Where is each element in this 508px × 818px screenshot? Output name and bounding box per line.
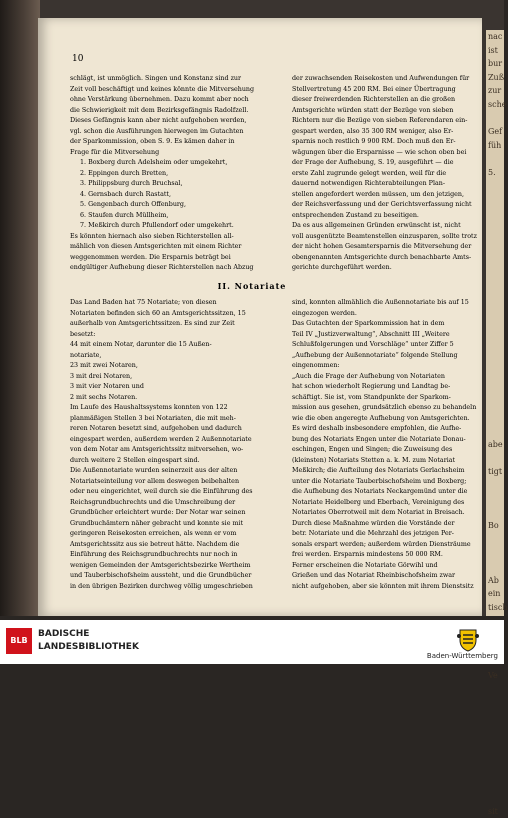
state-name: Baden-Württemberg: [426, 652, 498, 660]
next-page-fragment: [486, 778, 504, 792]
text-line: gerichte durchgeführt werden.: [292, 264, 392, 271]
next-page-fragment: abe: [488, 439, 503, 449]
next-page-fragment: [486, 302, 504, 316]
text-line: Durch diese Maßnahme würden die Vorstände der: [292, 519, 455, 527]
next-page-fragment: sit: [488, 806, 498, 816]
text-line: gespart werden, also 35 300 RM weniger, also Er-: [292, 127, 454, 135]
text-line: Grundbücher erleichtert wurde: Der Notar war seinen: [70, 509, 246, 516]
text-line: der Sparkommission, oben S. 9. Es kämen daher in: [70, 138, 235, 145]
text-line: mission aus gesehen, grundsätzlich ebenso zu behandeln: [292, 404, 477, 411]
text-line: obengenannten Amtsgerichte durch benachbarte Amts-: [292, 253, 472, 261]
page-number: 10: [72, 54, 84, 64]
book-binding: [0, 0, 40, 616]
text-line: „Auch die Frage der Aufhebung von Notariaten: [292, 372, 445, 380]
next-page-fragment: nac: [488, 32, 503, 41]
list-item: 4. Gernsbach durch Rastatt,: [80, 190, 172, 198]
list-item: 1. Boxberg durch Adelsheim oder umgekehrt,: [80, 159, 228, 166]
next-page-fragment: [486, 383, 504, 397]
bottom-right-column: [292, 298, 476, 592]
list-item: 3. Philippsburg durch Bruchsal,: [80, 180, 183, 187]
text-line: weggenommen werden. Die Ersparnis beträgt bei: [70, 253, 231, 261]
next-page-fragment: [486, 492, 504, 506]
next-page-fragment: ist: [488, 45, 498, 55]
text-line: sparnis noch restlich 9 900 RM. Doch muß den Er-: [292, 138, 456, 145]
next-page-fragment: [486, 451, 504, 465]
text-line: betr. Notariate und die Mehrzahl des jetzigen Per-: [292, 530, 454, 537]
text-line: (kleinsten) Notariats Stetten a. k. M. zum Notariat: [292, 456, 456, 464]
text-line: sonals erspart werden; außerdem würden Diensträume: [292, 540, 471, 548]
text-line: außerhalb von Amtsgerichtssitzen. Es sind zur Zeit: [70, 320, 235, 327]
text-line: eingezogen werden.: [292, 309, 357, 317]
text-line: hat schon wiederholt Regierung und Landtag be-: [292, 383, 451, 390]
text-line: Notariate Heidelberg und Eberbach, Vereinigung des: [292, 498, 465, 506]
text-line: Notariates Oberrotweil mit dem Notariat in Breisach.: [292, 509, 465, 516]
text-line: die Schwierigkeit mit dem Bezirksgefängnis Radolfzell.: [70, 106, 249, 114]
next-page-fragment: Ab: [488, 575, 499, 585]
text-line: wägungen über die Ersparnisse — wie schon oben bei: [292, 148, 467, 156]
text-line: sind, konnten allmählich die Außennotariate bis auf 15: [292, 299, 469, 306]
text-line: Notariatseinteilung vor allem deswegen beibehalten: [70, 477, 240, 485]
text-line: reren Notaren besetzt sind, aufgehoben und dadurch: [70, 425, 242, 432]
list-item: 7. Meßkirch durch Pfullendorf oder umgekehrt.: [80, 222, 234, 229]
next-page-fragment: sche: [488, 99, 507, 109]
next-page-fragment: [486, 533, 504, 547]
text-line: erste Zahl zugrunde gelegt werden, weil für die: [292, 169, 447, 177]
text-line: ohne Verstärkung übernehmen. Dazu kommt aber noch: [70, 96, 249, 103]
text-line: 3 mit drei Notaren,: [70, 372, 133, 380]
bottom-left-column: [70, 298, 276, 592]
text-line: die Aufhebung des Notariats Neckargemünd unter die: [292, 488, 468, 495]
text-line: der Reichsverfassung und der Gerichtsverfassung nicht: [292, 201, 472, 208]
text-line: Teil IV „Justizverwaltung“, Abschnitt III „Weitere: [292, 330, 450, 338]
next-page-fragment: [486, 261, 504, 275]
text-line: geringeren Reisekosten erreichen, als wenn er vom: [70, 530, 237, 537]
next-page-fragment: [486, 479, 504, 493]
text-line: schäftigt. Sie ist, vom Standpunkte der Sparkom-: [292, 393, 451, 401]
text-line: der Frage der Aufhebung, S. 19, ausgeführt — die: [292, 159, 454, 166]
text-line: und Tauberbischofsheim aussteht, und die Grundbücher: [70, 572, 252, 579]
text-line: der nicht hohen Gesamtersparnis die Mitversehung der: [292, 243, 472, 250]
text-line: Schlußfolgerungen und Vorschläge“ unter Ziffer 5: [292, 341, 454, 348]
next-page-fragment: tisch: [488, 602, 508, 612]
text-line: wenigen Gemeinden der Amtsgerichtsbezirke Wertheim: [70, 561, 251, 569]
text-line: entsprechenden Zustand zu beseitigen.: [292, 211, 419, 219]
library-name-line2: LANDESBIBLIOTHEK: [38, 642, 139, 652]
next-page-fragment: [486, 737, 504, 751]
text-line: planmäßigen Stellen 3 bei Notariaten, die mit meh-: [70, 414, 236, 422]
text-line: mählich von diesen Amtsgerichten mit einem Richter: [70, 243, 242, 250]
text-line: Reichsgrundbuchrechts und die Umschreibung der: [70, 498, 236, 506]
text-line: 2 mit sechs Notaren.: [70, 393, 138, 401]
next-page-fragment: tigt: [488, 467, 503, 476]
next-page-fragment: 5.: [488, 167, 496, 177]
next-page-fragment: [486, 370, 504, 384]
text-line: Meßkirch; die Aufteilung des Notariats Gerlachsheim: [292, 467, 465, 474]
text-line: schlägt, ist unmöglich. Singen und Konstanz sind zur: [70, 75, 242, 82]
next-page-fragment: [486, 315, 504, 329]
text-line: bung des Notariats Engen unter die Notariate Donau-: [292, 435, 466, 443]
list-item: 2. Eppingen durch Bretten,: [80, 169, 169, 177]
text-line: Frage für die Mitversehung: [70, 148, 160, 156]
text-line: Grundbuchämtern näher gebracht und konnte sie mit: [70, 519, 244, 527]
footer-bar: [0, 620, 504, 664]
coat-of-arms-icon: [456, 626, 480, 652]
courts-list: [70, 158, 276, 232]
next-page-fragment: [486, 220, 504, 234]
text-line: Da es aus allgemeinen Gründen erwünscht ist, nicht: [292, 222, 461, 229]
top-left-column: [70, 74, 276, 274]
text-line: Dieses Gefängnis kann aber nicht aufgehoben werden,: [70, 117, 247, 124]
next-page-fragment: [486, 710, 504, 724]
blb-logo: BLB: [6, 628, 32, 654]
next-page-fragment: Gef: [488, 127, 503, 137]
text-line: oder neu eingerichtet, weil durch sie die Einführung des: [70, 488, 253, 495]
next-page-fragment: [486, 248, 504, 262]
text-line: notariate,: [70, 351, 102, 359]
text-line: stellen angefordert werden müssen, um den jetzigen,: [292, 190, 464, 198]
top-right-column: [292, 74, 476, 274]
next-page-fragment: [486, 112, 504, 126]
text-line: unter die Notariate Tauberbischofsheim und Boxberg;: [292, 477, 467, 485]
text-line: vgl. schon die Ausführungen hierwegen im Gutachten: [70, 127, 244, 135]
next-page-fragment: zur: [488, 86, 502, 96]
next-page-fragment: [486, 356, 504, 370]
next-page-fragment: [486, 791, 504, 805]
next-page-fragment: [486, 343, 504, 357]
library-name-line1: BADISCHE: [38, 629, 90, 639]
text-line: der zuwachsenden Reisekosten und Aufwendungen für: [292, 75, 470, 82]
text-line: besetzt:: [70, 330, 96, 338]
next-page-fragment: [486, 683, 504, 697]
next-page-fragment: [486, 424, 504, 438]
text-line: eingespart werden, außerdem werden 2 Außennotariate: [70, 435, 252, 443]
text-line: Grießen und das Notariat Rheinbischofsheim zwar: [292, 572, 456, 579]
next-page-fragment: [486, 397, 504, 411]
text-line: nicht aufgehoben, aber sie könnten mit ihrem Dienstsitz: [292, 582, 474, 590]
text-line: Das Gutachten der Sparkommission hat in dem: [292, 320, 445, 327]
next-page-edge: [486, 30, 508, 816]
text-line: dauernd notwendigen Richterabteilungen Plan-: [292, 180, 445, 187]
text-line: von dem Notar am Amtsgerichtssitz mitversehen, wo-: [70, 446, 244, 453]
next-page-fragment: [486, 234, 504, 248]
text-line: Amtsgerichte würden statt der Bezüge von sieben: [292, 106, 454, 114]
next-page-fragment: Bo: [488, 521, 499, 531]
next-page-fragment: [486, 207, 504, 221]
text-line: frei werden. Ersparnis mindestens 50 000 RM.: [292, 551, 443, 558]
text-line: 3 mit vier Notaren und: [70, 383, 144, 390]
text-line: Zeit voll beschäftigt und keines könnte die Mitversehung: [70, 85, 255, 93]
text-line: Ferner erscheinen die Notariate Görwihl und: [292, 561, 438, 569]
section-heading: II. Notariate: [217, 281, 287, 291]
next-page-fragment: Ve: [488, 670, 498, 680]
next-page-fragment: bur: [488, 59, 503, 69]
library-name: [38, 628, 139, 654]
text-line: 23 mit zwei Notaren,: [70, 362, 138, 369]
text-line: Es könnten hiernach also sieben Richterstellen all-: [70, 232, 234, 240]
next-page-fragment: [486, 723, 504, 737]
text-line: Amtsgerichtssitz aus sie betreut hätte. Nachdem die: [70, 540, 240, 548]
text-line: Das Land Baden hat 75 Notariate; von diesen: [70, 299, 217, 306]
next-page-fragment: Zuß: [488, 72, 505, 82]
text-line: Es wird deshalb insbesondere empfohlen, die Aufhe-: [292, 425, 462, 432]
text-line: dieser freiwerdenden Richterstellen an die großen: [292, 96, 456, 103]
next-page-fragment: füh: [488, 140, 502, 150]
next-page-fragment: [486, 180, 504, 194]
text-line: durch weitere 2 Stellen eingespart sind.: [70, 456, 200, 464]
next-page-fragment: ein: [488, 589, 501, 599]
text-line: Einführung des Reichsgrundbuchrechts nur noch in: [70, 551, 238, 558]
text-line: Richtern nur die Bezüge von sieben Referendaren ein-: [292, 117, 468, 124]
text-line: eingenommen:: [292, 362, 340, 369]
next-page-fragment: [486, 329, 504, 343]
text-line: Im Laufe des Haushaltssystems konnten von 122: [70, 404, 228, 411]
next-page-fragment: [486, 696, 504, 710]
next-page-fragment: [486, 547, 504, 561]
text-line: endgültiger Aufhebung dieser Richterstellen nach Abzug: [70, 264, 254, 271]
text-line: voll ausgenützte Beamtenstellen einzusparen, sollte trotz: [292, 232, 477, 240]
next-page-fragment: [486, 764, 504, 778]
text-line: 44 mit einem Notar, darunter die 15 Außen-: [70, 341, 212, 348]
text-line: in den übrigen Bezirken durchweg völlig umgeschrieben: [70, 582, 253, 590]
next-page-fragment: [486, 193, 504, 207]
list-item: 5. Gengenbach durch Offenburg,: [80, 201, 187, 208]
next-page-fragment: [486, 411, 504, 425]
next-page-fragment: [486, 560, 504, 574]
text-line: Notariaten befinden sich 60 an Amtsgerichtssitzen, 15: [70, 309, 246, 317]
text-line: eschingen, Engen und Singen; die Zuweisung des: [292, 446, 453, 453]
next-page-fragment: [486, 506, 504, 520]
next-page-fragment: [486, 152, 504, 166]
next-page-fragment: [486, 750, 504, 764]
text-line: Stellvertretung 45 200 RM. Bei einer Übertragung: [292, 85, 456, 93]
text-line: Die Außennotariate wurden seinerzeit aus der alten: [70, 467, 238, 474]
list-item: 6. Staufen durch Müllheim,: [80, 211, 169, 219]
text-line: „Aufhebung der Außennotariate“ folgende Stellung: [292, 351, 458, 359]
text-line: wie die oben angeregte Aufhebung von Amtsgerichten.: [292, 414, 470, 422]
